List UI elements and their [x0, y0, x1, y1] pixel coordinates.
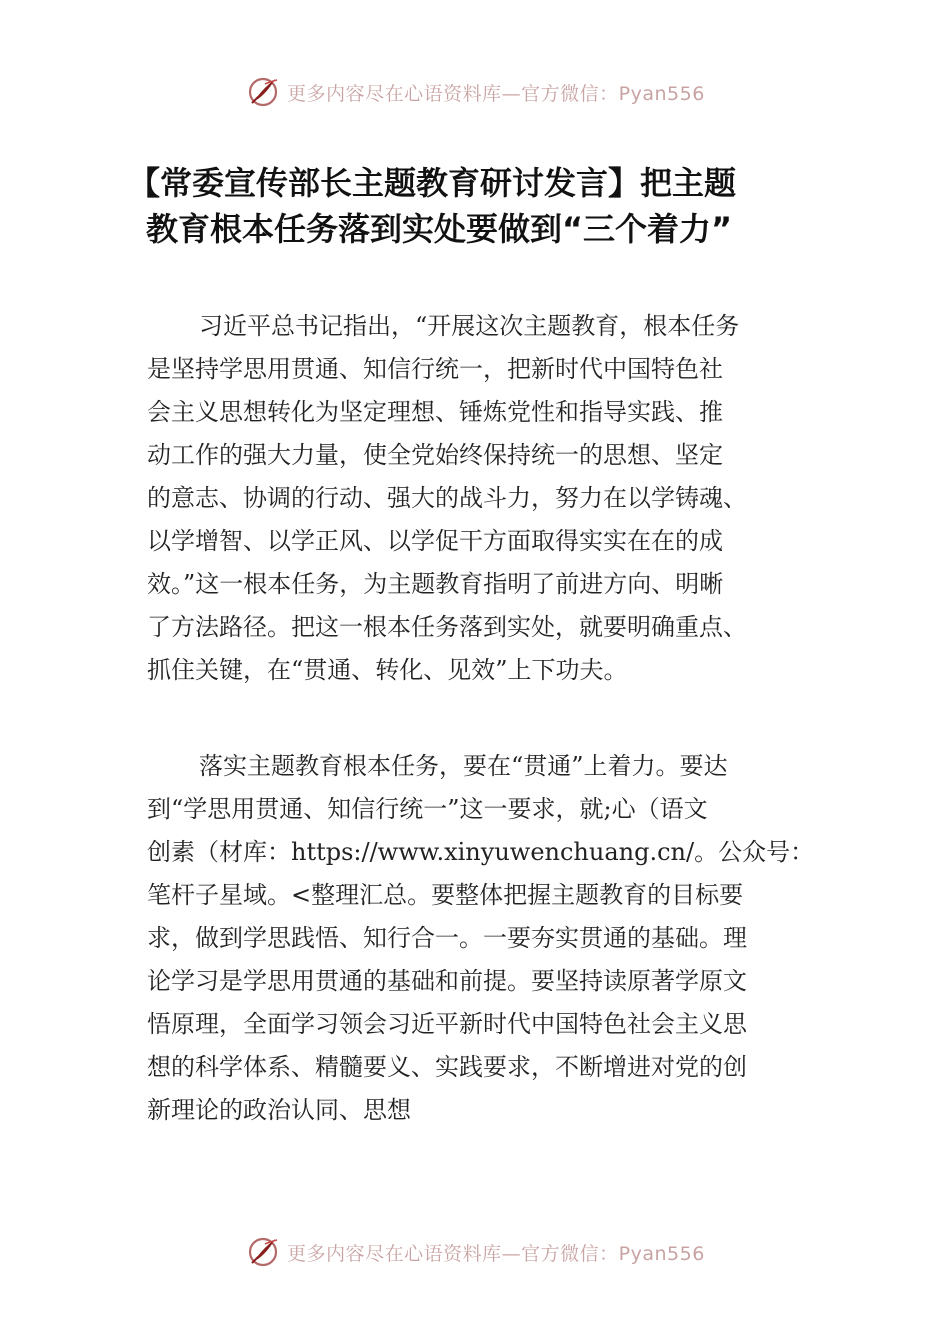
paragraph-line: 的意志、协调的行动、强大的战斗力，努力在以学铸魂、 [147, 484, 747, 512]
paragraph-line: 求，做到学思践悟、知行合一。一要夯实贯通的基础。理 [147, 924, 747, 952]
document-title [128, 160, 828, 252]
paragraph-line: 悟原理，全面学习领会习近平新时代中国特色社会主义思 [147, 1010, 747, 1038]
paragraph-line: 效。”这一根本任务，为主题教育指明了前进方向、明晰 [147, 570, 724, 598]
header-watermark [0, 72, 950, 112]
watermark-text: 更多内容尽在心语资料库—官方微信：Pyan556 [287, 82, 705, 105]
paragraph-line: 落实主题教育根本任务，要在“贯通”上着力。要达 [199, 752, 728, 780]
wechat-id: Pyan556 [618, 82, 705, 105]
paragraph-line: 抓住关键，在“贯通、转化、见效”上下功夫。 [147, 656, 628, 684]
paragraph-line: 是坚持学思用贯通、知信行统一，把新时代中国特色社 [147, 355, 723, 383]
paragraph-line: 想的科学体系、精髓要义、实践要求，不断增进对党的创 [147, 1053, 747, 1081]
paragraph-line: 会主义思想转化为坚定理想、锤炼党性和指导实践、推 [147, 398, 723, 426]
paragraph-line: 了方法路径。把这一根本任务落到实处，就要明确重点、 [147, 613, 747, 641]
paragraph-1 [147, 305, 827, 692]
title-line-1: 【常委宣传部长主题教育研讨发言】把主题 [128, 164, 737, 202]
title-line-2: 教育根本任务落到实处要做到“三个着力” [146, 210, 733, 248]
paragraph-line: 创素（材库：https://www.xinyuwenchuang.cn/。公众号： [147, 838, 815, 866]
paragraph-line: 论学习是学思用贯通的基础和前提。要坚持读原著学原文 [147, 967, 747, 995]
wechat-id: Pyan556 [618, 1242, 705, 1265]
watermark-text: 更多内容尽在心语资料库—官方微信：Pyan556 [287, 1242, 705, 1265]
paragraph-line: 到“学思用贯通、知信行统一”这一要求，就;心（语文 [147, 795, 708, 823]
quill-pen-logo-icon [245, 1234, 281, 1270]
paragraph-line: 新理论的政治认同、思想 [147, 1096, 411, 1124]
paragraph-line: 以学增智、以学正风、以学促干方面取得实实在在的成 [147, 527, 723, 555]
quill-pen-logo-icon [245, 74, 281, 110]
paragraph-line: 笔杆子星域。<整理汇总。要整体把握主题教育的目标要 [147, 881, 744, 909]
footer-watermark [0, 1232, 950, 1272]
paragraph-line: 习近平总书记指出，“开展这次主题教育，根本任务 [199, 312, 740, 340]
paragraph-2 [147, 745, 827, 1132]
paragraph-line: 动工作的强大力量，使全党始终保持统一的思想、坚定 [147, 441, 723, 469]
